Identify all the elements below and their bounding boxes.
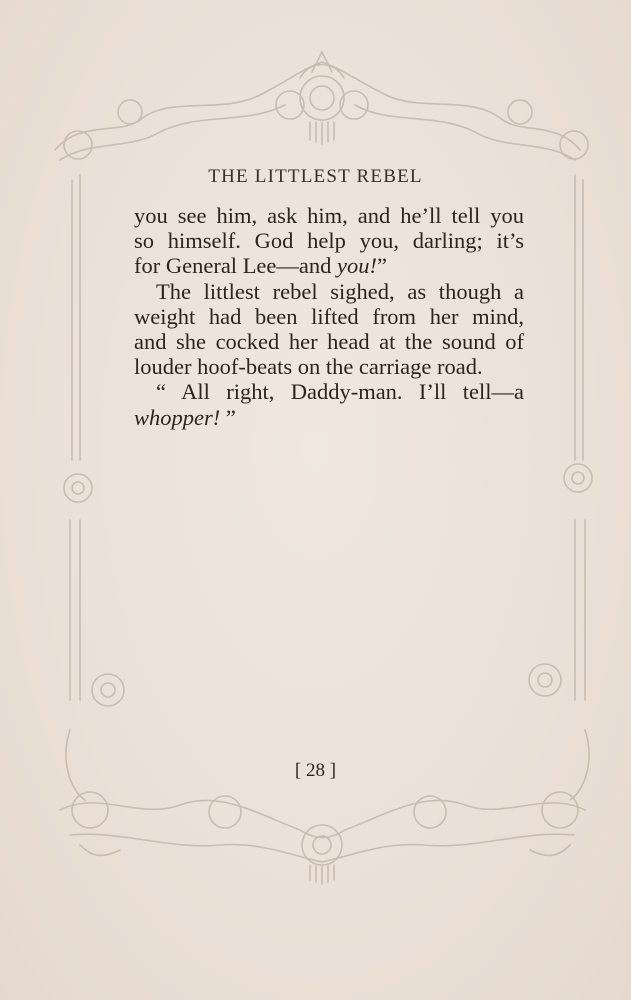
text-line: weight had been lifted from her mind,: [134, 303, 524, 329]
text-line: you see him, ask him, and he’ll tell you: [134, 203, 524, 228]
text-line: The littlest rebel sighed, as though a: [156, 278, 524, 304]
top-scroll-ornament: [55, 52, 588, 160]
text-line: so himself. God help you, darling; it’s: [134, 228, 524, 254]
right-border-column: [529, 175, 592, 800]
text-line: louder hoof-beats on the carriage road.: [134, 354, 483, 380]
text-line: whopper! ”: [134, 404, 236, 430]
body-text: [134, 203, 524, 430]
text-line: for General Lee—and you!”: [134, 253, 388, 279]
text-line: and she cocked her head at the sound of: [134, 329, 524, 355]
text-line: “ All right, Daddy-man. I’ll tell—a: [156, 379, 524, 405]
page-number: [ 28 ]: [294, 760, 337, 781]
bottom-scroll-ornament: [60, 792, 585, 884]
running-head: THE LITTLEST REBEL: [208, 166, 423, 187]
left-border-column: [64, 175, 124, 800]
